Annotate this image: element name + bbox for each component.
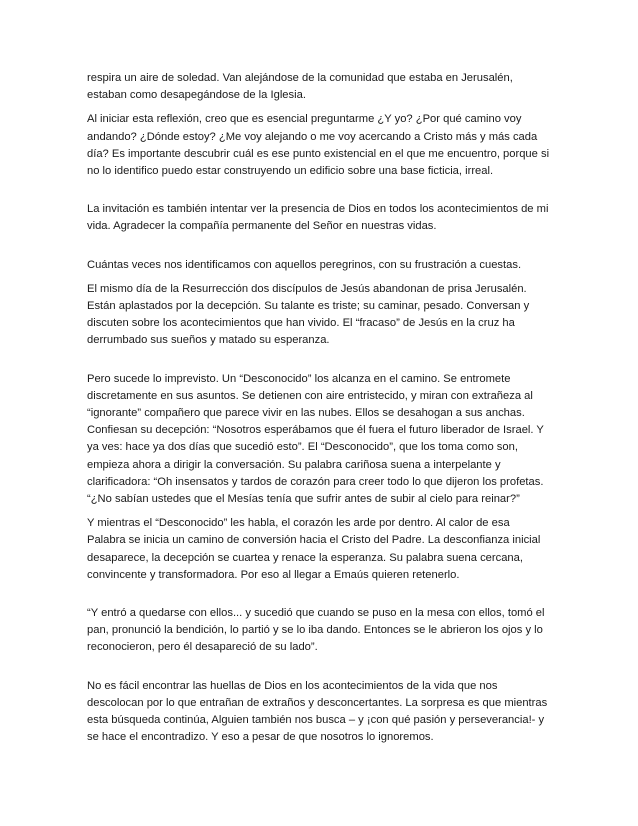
paragraph-2: Al iniciar esta reflexión, creo que es esencial preguntarme ¿Y yo? ¿Por qué camino voy andando? ¿Dónde estoy? ¿Me voy alejando o me voy acercando a Cristo más y más cada día? Es importante descubrir cuál es ese punto existencial en el que me encuentro, porque si no lo identifico puedo estar construyendo un edificio sobre una base ficticia, irreal. bbox=[87, 113, 550, 178]
paragraph-7: Y mientras el “Desconocido” les habla, el corazón les arde por dentro. Al calor de esa Palabra se inicia un camino de conversión hacia el Cristo del Padre. La desconfianza inicial desaparece, la decepción se cuartea y renace la esperanza. Su palabra suena cercana, convincente y transformadora. Por eso al llegar a Emaús quieren retenerlo. bbox=[87, 517, 541, 581]
paragraph-6: Pero sucede lo imprevisto. Un “Desconocido” los alcanza en el camino. Se entromete discretamente en sus asuntos. Se detienen con aire entristecido, y miran con extrañeza al “ignorante” compañero que parece vivir en las nubes. Ellos se desahogan a sus anchas. Confiesan su decepción: “Nosotros esperábamos que él fuera el futuro liberador de Israel. Y ya ves: hace ya dos días que sucedió esto”. El “Desconocido”, que los toma como son, empieza ahora a dirigir la conversación. Su palabra cariñosa suena a interpelante y clarificadora: “Oh insensatos y tardos de corazón para creer todo lo que dijeron los profetas. “¿No sabían ustedes que el Mesías tenía que sufrir antes de subir al cielo para reinar?” bbox=[87, 372, 544, 506]
paragraph-3: La invitación es también intentar ver la presencia de Dios en todos los acontecimientos de mi vida. Agradecer la compañía permanente del Señor en nuestras vidas. bbox=[87, 203, 549, 233]
paragraph-5: El mismo día de la Resurrección dos discípulos de Jesús abandonan de prisa Jerusalén. Están aplastados por la decepción. Su talante es triste; su caminar, pesado. Conversan y discuten sobre los acontecimientos que han vivido. El “fracaso” de Jesús en la cruz ha derrumbado sus sueños y matado su esperanza. bbox=[87, 282, 530, 347]
paragraph-1: respira un aire de soledad. Van alejándose de la comunidad que estaba en Jerusalén, estaban como desapegándose de la Iglesia. bbox=[87, 72, 513, 102]
paragraph-8: “Y entró a quedarse con ellos... y sucedió que cuando se puso en la mesa con ellos, tomó el pan, pronunció la bendición, lo partió y se lo iba dando. Entonces se le abrieron los ojos y lo reconocieron, pero él desapareció de su lado”. bbox=[87, 607, 545, 654]
paragraph-4: Cuántas veces nos identificamos con aquellos peregrinos, con su frustración a cuestas. bbox=[87, 258, 522, 271]
paragraph-9: No es fácil encontrar las huellas de Dios en los acontecimientos de la vida que nos descolocan por lo que entrañan de extraños y desconcertantes. La sorpresa es que mientras esta búsqueda continúa, Alguien también nos busca – y ¡con qué pasión y perseverancia!- y se hace el encontradizo. Y eso a pesar de que nosotros lo ignoremos. bbox=[87, 679, 548, 744]
document-page bbox=[87, 70, 551, 754]
